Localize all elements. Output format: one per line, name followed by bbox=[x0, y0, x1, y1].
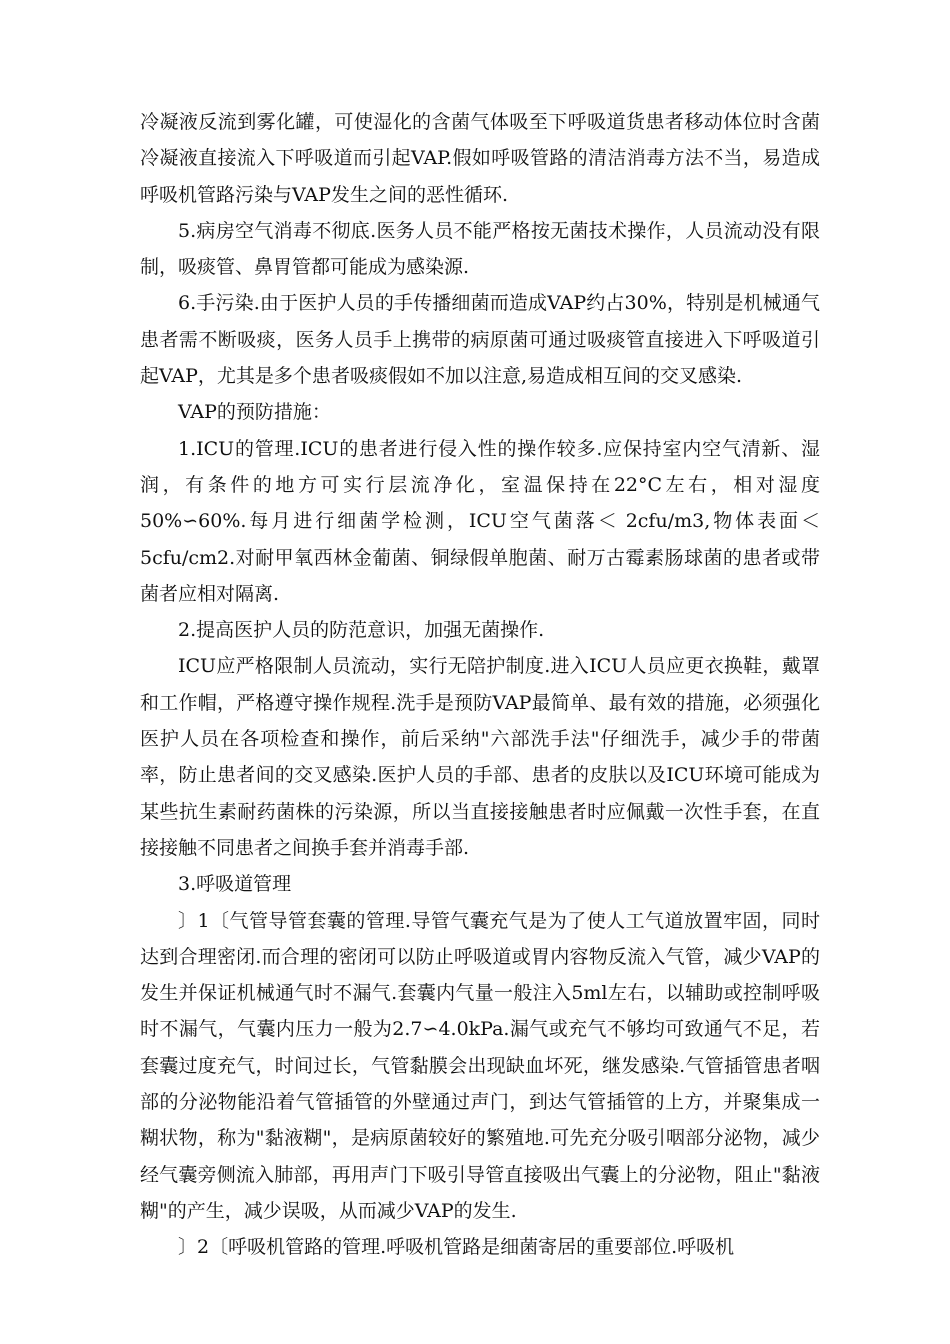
section-heading-prevention: VAP的预防措施： bbox=[178, 401, 331, 424]
paragraph-hand-contamination: 6.手污染.由于医护人员的手传播细菌而造成VAP约占30%，特别是机械通气患者需不断吸痰，医务人员手上携带的病原菌可通过吸痰管直接进入下呼吸道引起VAP，尤其是多个患者吸痰假如不加以注意,易造成相互间的交叉感染. bbox=[140, 292, 820, 388]
paragraph-awareness: 2.提高医护人员的防范意识，加强无菌操作. bbox=[178, 619, 545, 642]
paragraph-personnel-control: ICU应严格限制人员流动，实行无陪护制度.进入ICU人员应更衣换鞋，戴罩和工作帽，严格遵守操作规程.洗手是预防VAP最简单、最有效的措施，必须强化医护人员在各项检查和操作，前后采纳"六部洗手法"仔细洗手，减少手的带菌率，防止患者间的交叉感染.医护人员的手部、患者的皮肤以及ICU环境可能成为某些抗生素耐药菌株的污染源，所以当直接接触患者时应佩戴一次性手套，在直接接触不同患者之间换手套并消毒手部. bbox=[140, 655, 820, 859]
paragraph-icu-management: 1.ICU的管理.ICU的患者进行侵入性的操作较多.应保持室内空气清新、湿润，有条件的地方可实行层流净化，室温保持在22°C左右，相对湿度50%∽60%.每月进行细菌学检测，ICU空气菌落＜ 2cfu/m3,物体表面＜5cfu/cm2.对耐甲氧西林金葡菌、铜绿假单胞菌、耐万古霉素肠球菌的患者或带菌者应相对隔离. bbox=[140, 437, 820, 605]
paragraph-cuff-management: 〕1〔气管导管套囊的管理.导管气囊充气是为了使人工气道放置牢固，同时达到合理密闭.而合理的密闭可以防止呼吸道或胃内容物反流入气管，减少VAP的发生并保证机械通气时不漏气.套囊内气量一般注入5ml左右，以辅助或控制呼吸时不漏气，气囊内压力一般为2.7∽4.0kPa.漏气或充气不够均可致通气不足，若套囊过度充气，时间过长，气管黏膜会出现缺血坏死，继发感染.气管插管患者咽部的分泌物能沿着气管插管的外壁通过声门，到达气管插管的上方，并聚集成一糊状物，称为"黏液糊"，是病原菌较好的繁殖地.可先充分吸引咽部分泌物，减少经气囊旁侧流入肺部，再用声门下吸引导管直接吸出气囊上的分泌物，阻止"黏液糊"的产生，减少误吸，从而减少VAP的发生. bbox=[140, 909, 820, 1222]
section-heading-airway: 3.呼吸道管理 bbox=[178, 873, 292, 896]
document-body bbox=[140, 104, 820, 1266]
paragraph-condensate-reflux: 冷凝液反流到雾化罐，可使湿化的含菌气体吸至下呼吸道货患者移动体位时含菌冷凝液直接流入下呼吸道而引起VAP.假如呼吸管路的清洁消毒方法不当，易造成呼吸机管路污染与VAP发生之间的恶性循环. bbox=[140, 111, 820, 206]
paragraph-ward-air-disinfection: 5.病房空气消毒不彻底.医务人员不能严格按无菌技术操作，人员流动没有限制，吸痰管、鼻胃管都可能成为感染源. bbox=[140, 219, 820, 279]
paragraph-circuit-management: 〕2〔呼吸机管路的管理.呼吸机管路是细菌寄居的重要部位.呼吸机 bbox=[178, 1236, 735, 1259]
